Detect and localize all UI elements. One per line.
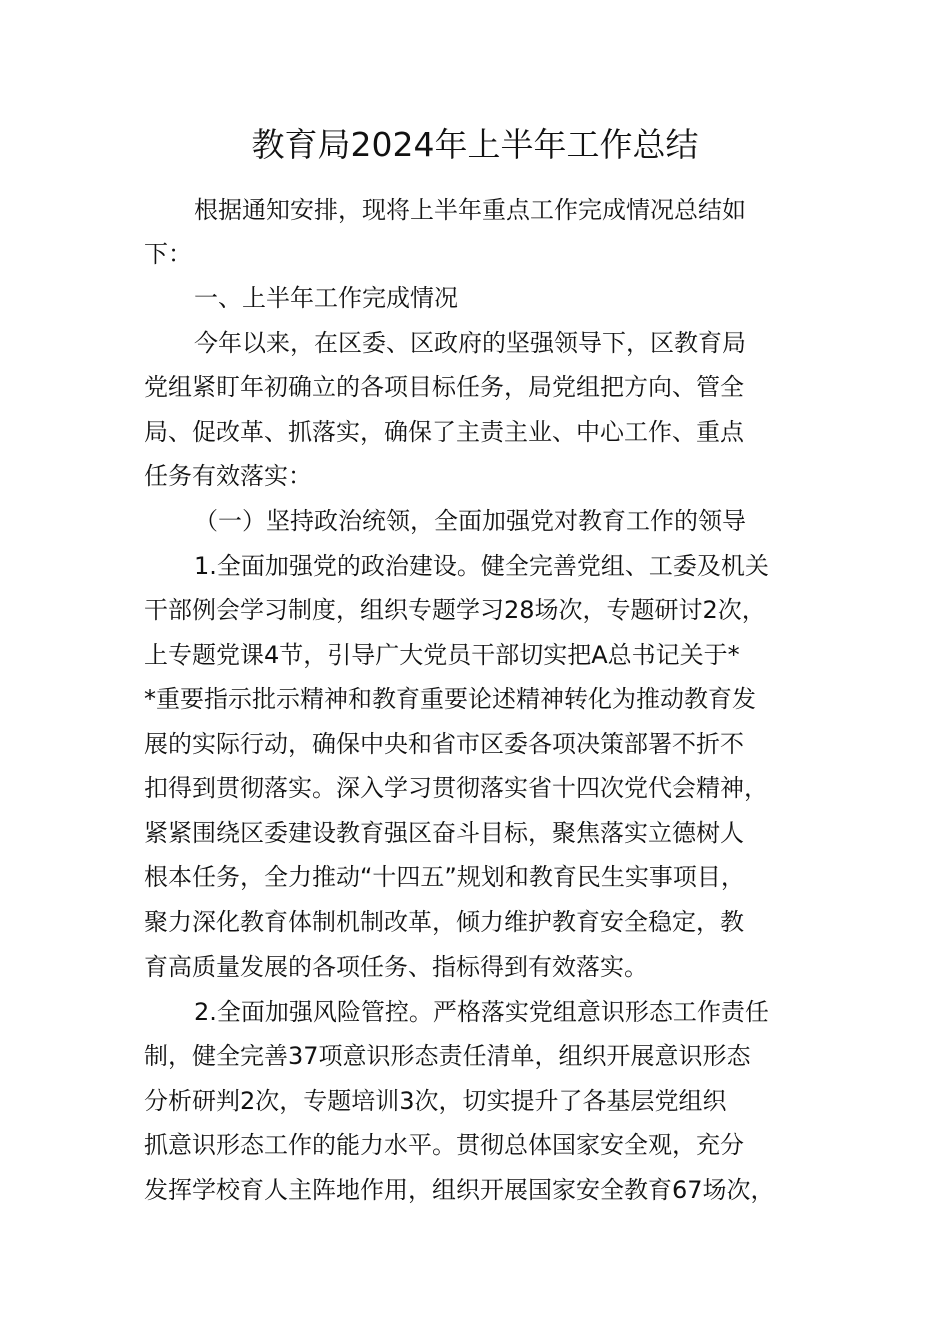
paragraph-line: 根据通知安排，现将上半年重点工作完成情况总结如 <box>194 196 746 224</box>
paragraph-line: 干部例会学习制度，组织专题学习28场次，专题研讨2次， <box>144 596 766 624</box>
paragraph-line: 抓意识形态工作的能力水平。贯彻总体国家安全观，充分 <box>144 1131 744 1159</box>
paragraph-line: 育高质量发展的各项任务、指标得到有效落实。 <box>144 953 648 981</box>
paragraph-line: 分析研判2次，专题培训3次，切实提升了各基层党组织 <box>144 1087 727 1115</box>
subsection-heading: （一）坚持政治统领，全面加强党对教育工作的领导 <box>194 507 746 535</box>
paragraph-line: 制，健全完善37项意识形态责任清单，组织开展意识形态 <box>144 1042 751 1070</box>
paragraph-line: 党组紧盯年初确立的各项目标任务，局党组把方向、管全 <box>144 373 744 401</box>
paragraph-line: 下： <box>144 240 192 268</box>
paragraph-line: 局、促改革、抓落实，确保了主责主业、中心工作、重点 <box>144 418 744 446</box>
document-title: 教育局2024年上半年工作总结 <box>251 125 699 164</box>
paragraph-line: 紧紧围绕区委建设教育强区奋斗目标，聚焦落实立德树人 <box>144 819 744 847</box>
paragraph-line: 上专题党课4节，引导广大党员干部切实把A总书记关于* <box>144 641 740 669</box>
paragraph-line: 扣得到贯彻落实。深入学习贯彻落实省十四次党代会精神， <box>144 774 768 802</box>
paragraph-line: 发挥学校育人主阵地作用，组织开展国家安全教育67场次， <box>144 1176 775 1204</box>
paragraph-line: 2.全面加强风险管控。严格落实党组意识形态工作责任 <box>194 998 769 1026</box>
paragraph-line: 1.全面加强党的政治建设。健全完善党组、工委及机关 <box>194 552 769 580</box>
paragraph-line: 根本任务，全力推动“十四五”规划和教育民生实事项目， <box>144 863 745 891</box>
paragraph-line: 聚力深化教育体制机制改革，倾力维护教育安全稳定，教 <box>144 908 744 936</box>
paragraph-line: 今年以来，在区委、区政府的坚强领导下，区教育局 <box>194 329 746 357</box>
paragraph-line: *重要指示批示精神和教育重要论述精神转化为推动教育发 <box>144 685 756 713</box>
section-heading: 一、上半年工作完成情况 <box>194 284 458 312</box>
paragraph-line: 任务有效落实： <box>144 462 312 490</box>
paragraph-line: 展的实际行动，确保中央和省市区委各项决策部署不折不 <box>144 730 744 758</box>
